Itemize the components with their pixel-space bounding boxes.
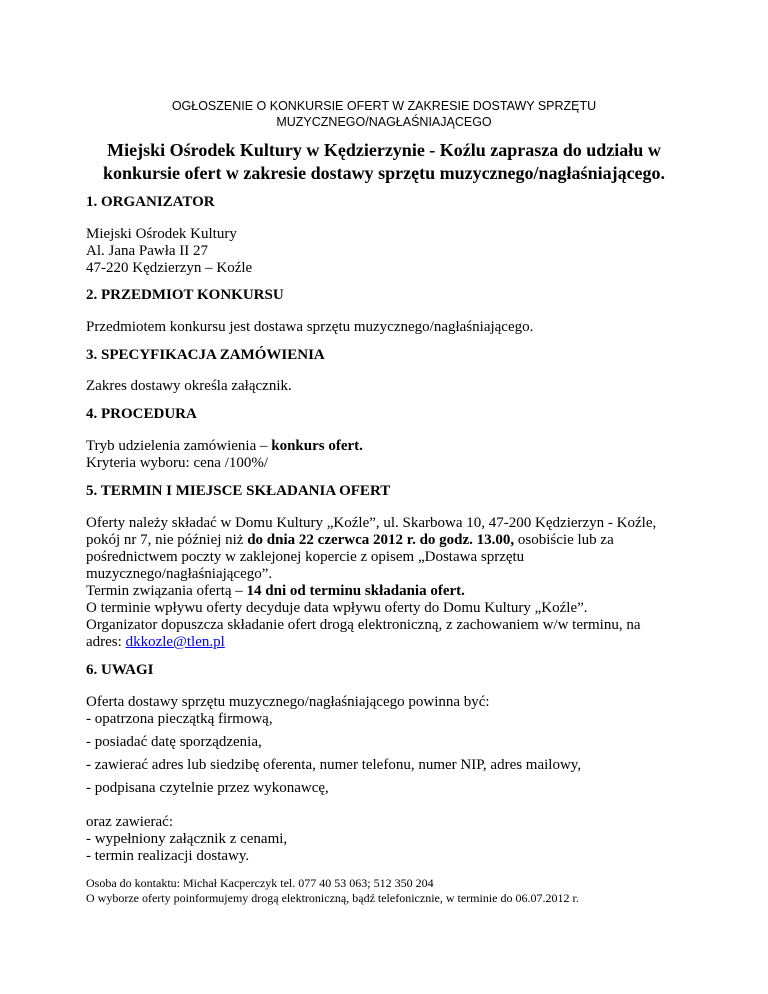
notes-item: - podpisana czytelnie przez wykonawcę, (86, 780, 329, 796)
selection-notice: O wyborze oferty poinformujemy drogą elektroniczną, bądź telefonicznie, w terminie do 06.07.2012 r. (86, 891, 579, 905)
announcement-header-line1: OGŁOSZENIE O KONKURSIE OFERT W ZAKRESIE DOSTAWY SPRZĘTU (171, 99, 597, 113)
procedure-mode-label: Tryb udzielenia zamówienia – (86, 438, 272, 454)
section-subject-title: 2. PRZEDMIOT KONKURSU (86, 287, 284, 303)
deadline-line6: O terminie wpływu oferty decyduje data wpływu oferty do Domu Kultury „Koźle”. (86, 600, 588, 616)
organizer-name: Miejski Ośrodek Kultury (86, 226, 237, 242)
section-deadline-title: 5. TERMIN I MIEJSCE SKŁADANIA OFERT (86, 483, 391, 499)
deadline-line4: muzycznego/nagłaśniającego”. (86, 566, 273, 582)
section-organizer-title: 1. ORGANIZATOR (86, 194, 215, 210)
notes-item: - opatrzona pieczątką firmową, (86, 711, 273, 727)
procedure-mode-value: konkurs ofert. (271, 438, 363, 454)
deadline-line2-c: osobiście lub za (514, 532, 614, 548)
specification-text: Zakres dostawy określa załącznik. (86, 378, 292, 394)
email-link[interactable]: dkkozle@tlen.pl (125, 634, 225, 650)
binding-label: Termin związania ofertą – (86, 583, 247, 599)
section-specification-title: 3. SPECYFIKACJA ZAMÓWIENIA (86, 347, 325, 363)
section-notes-title: 6. UWAGI (86, 662, 154, 678)
notes-item: - posiadać datę sporządzenia, (86, 734, 262, 750)
notes-item2: - wypełniony załącznik z cenami, (86, 831, 288, 847)
organizer-city: 47-220 Kędzierzyn – Koźle (86, 260, 253, 276)
email-label: adres: (86, 634, 126, 650)
notes-intro: Oferta dostawy sprzętu muzycznego/nagłaśniającego powinna być: (86, 694, 490, 710)
organizer-street: Al. Jana Pawła II 27 (86, 243, 209, 259)
deadline-line2 (86, 531, 614, 549)
announcement-header-line2: MUZYCZNEGO/NAGŁAŚNIAJĄCEGO (276, 115, 492, 129)
procedure-mode (86, 437, 363, 455)
contact-person: Osoba do kontaktu: Michał Kacperczyk tel. 077 40 53 063; 512 350 204 (86, 876, 434, 890)
deadline-date: do dnia 22 czerwca 2012 r. do godz. 13.00, (247, 532, 515, 548)
deadline-line3: pośrednictwem poczty w zaklejonej kopercie z opisem „Dostawa sprzętu (86, 549, 525, 565)
notes-item: - zawierać adres lub siedzibę oferenta, numer telefonu, numer NIP, adres mailowy, (86, 757, 582, 773)
deadline-line7: Organizator dopuszcza składanie ofert drogą elektroniczną, z zachowaniem w/w terminu, na (86, 617, 641, 633)
deadline-line1: Oferty należy składać w Domu Kultury „Koźle”, ul. Skarbowa 10, 47-200 Kędzierzyn - Koźle, (86, 515, 657, 531)
section-procedure-title: 4. PROCEDURA (86, 406, 197, 422)
headline-line1: Miejski Ośrodek Kultury w Kędzierzynie - Koźlu zaprasza do udziału w (107, 140, 661, 160)
notes-intro2: oraz zawierać: (86, 814, 174, 830)
deadline-line5 (86, 582, 465, 600)
deadline-line2-a: pokój nr 7, nie później niż (86, 532, 248, 548)
deadline-line8 (86, 633, 225, 651)
notes-item2: - termin realizacji dostawy. (86, 848, 250, 864)
headline-line2: konkursie ofert w zakresie dostawy sprzętu muzycznego/nagłaśniającego. (102, 163, 666, 183)
binding-period: 14 dni od terminu składania ofert. (246, 583, 465, 599)
subject-text: Przedmiotem konkursu jest dostawa sprzętu muzycznego/nagłaśniającego. (86, 319, 534, 335)
procedure-criteria: Kryteria wyboru: cena /100%/ (86, 455, 269, 471)
